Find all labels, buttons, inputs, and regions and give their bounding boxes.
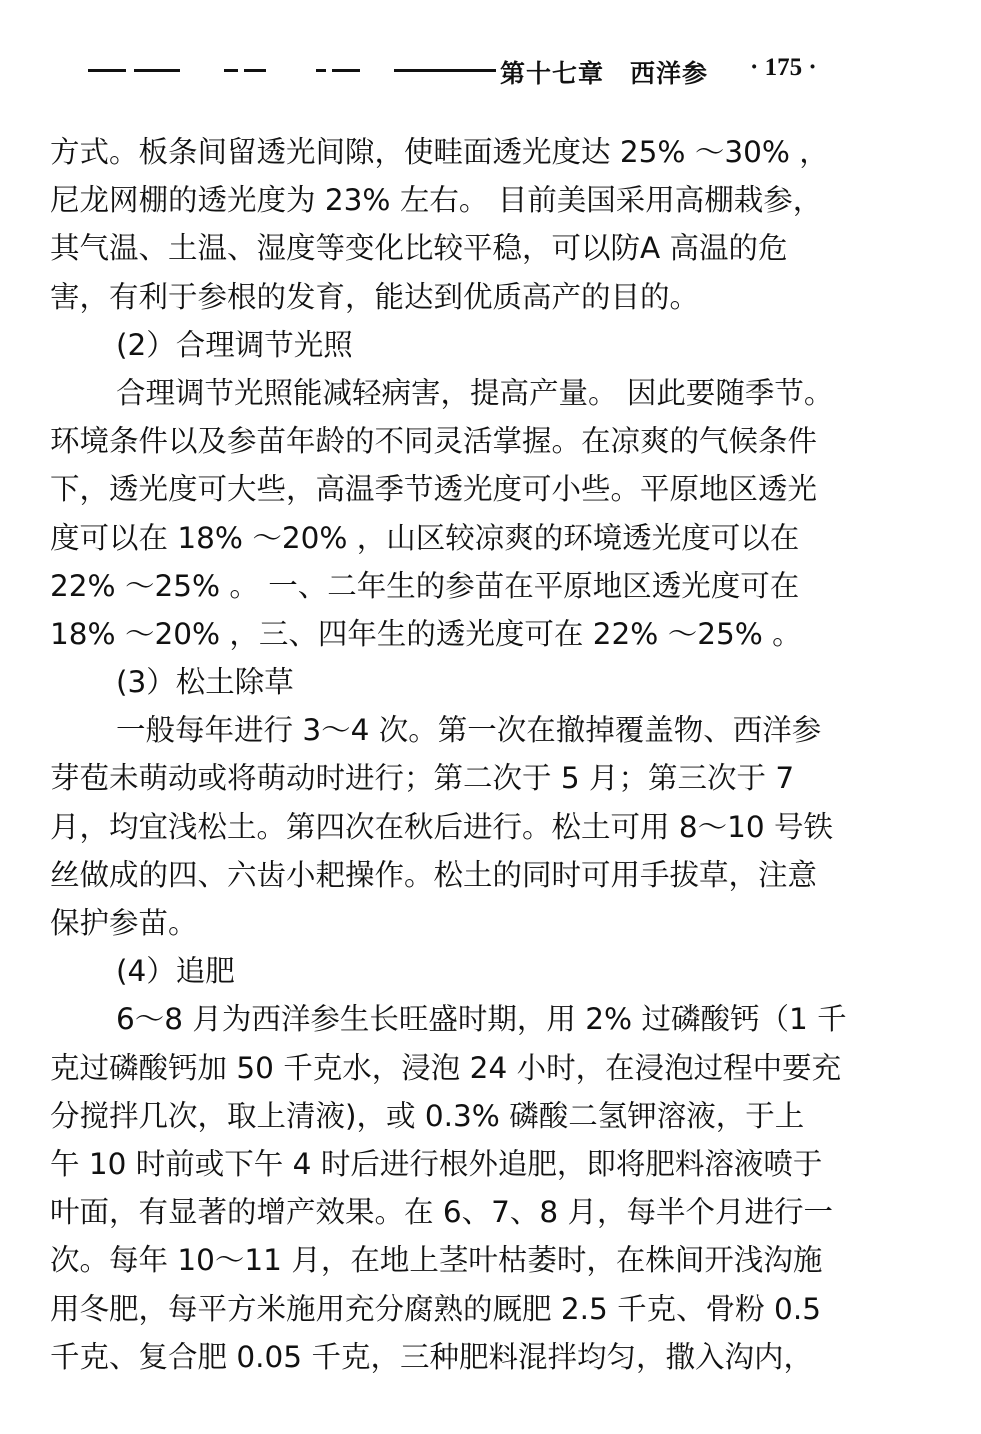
text-line: 下，透光度可大些，高温季节透光度可小些。平原地区透光 — [50, 472, 818, 507]
text-line: 18% ～20% ，三、四年生的透光度可在 22% ～25% 。 — [50, 616, 802, 651]
text-line: 害，有利于参根的发育，能达到优质高产的目的。 — [50, 279, 700, 314]
text-line: 22% ～25% 。 一、二年生的参苗在平原地区透光度可在 — [50, 568, 800, 603]
text-line: 其气温、土温、湿度等变化比较平稳，可以防A 高温的危 — [50, 231, 788, 266]
text-line: 环境条件以及参苗年龄的不同灵活掌握。在凉爽的气候条件 — [50, 424, 818, 459]
text-line: 叶面，有显著的增产效果。在 6、7、8 月，每半个月进行一 — [50, 1195, 834, 1230]
text-line: 次。每年 10～11 月，在地上茎叶枯萎时，在株间开浅沟施 — [50, 1243, 823, 1278]
section-heading: (3）松土除草 — [116, 665, 294, 700]
text-line: 芽苞未萌动或将萌动时进行；第二次于 5 月；第三次于 7 — [50, 761, 795, 796]
text-line: 度可以在 18% ～20% ，山区较凉爽的环境透光度可以在 — [50, 520, 800, 555]
running-header — [88, 50, 848, 90]
text-line: 月，均宜浅松土。第四次在秋后进行。松土可用 8～10 号铁 — [50, 809, 834, 844]
chapter-title: 第十七章 西洋参 — [500, 59, 709, 88]
text-line: 分搅拌几次，取上清液)，或 0.3% 磷酸二氢钾溶液，于上 — [50, 1098, 805, 1133]
text-line: 一般每年进行 3～4 次。第一次在撤掉覆盖物、西洋参 — [116, 713, 822, 748]
section-heading: (4）追肥 — [116, 954, 235, 989]
page-number: · 175 · — [750, 54, 817, 81]
text-line: 保护参苗。 — [50, 906, 198, 940]
body-text — [50, 128, 885, 1381]
text-line: 方式。板条间留透光间隙，使畦面透光度达 25% ～30% ， — [50, 135, 829, 169]
text-line: 千克、复合肥 0.05 千克，三种肥料混拌均匀，撒入沟内， — [50, 1339, 813, 1374]
text-line: 丝做成的四、六齿小耙操作。松土的同时可用手拔草，注意 — [50, 857, 818, 892]
header-rule — [88, 69, 496, 72]
text-line: 克过磷酸钙加 50 千克水，浸泡 24 小时，在浸泡过程中要充 — [50, 1050, 842, 1085]
text-line: 用冬肥，每平方米施用充分腐熟的厩肥 2.5 千克、骨粉 0.5 — [50, 1291, 821, 1326]
text-line: 尼龙网棚的透光度为 23% 左右。 目前美国采用高棚栽参， — [50, 183, 823, 218]
text-line: 合理调节光照能减轻病害，提高产量。 因此要随季节。 — [116, 375, 834, 410]
text-line: 6～8 月为西洋参生长旺盛时期，用 2% 过磷酸钙（1 千 — [116, 1002, 847, 1037]
text-line: 午 10 时前或下午 4 时后进行根外追肥，即将肥料溶液喷于 — [50, 1146, 823, 1181]
section-heading: (2）合理调节光照 — [116, 327, 353, 362]
